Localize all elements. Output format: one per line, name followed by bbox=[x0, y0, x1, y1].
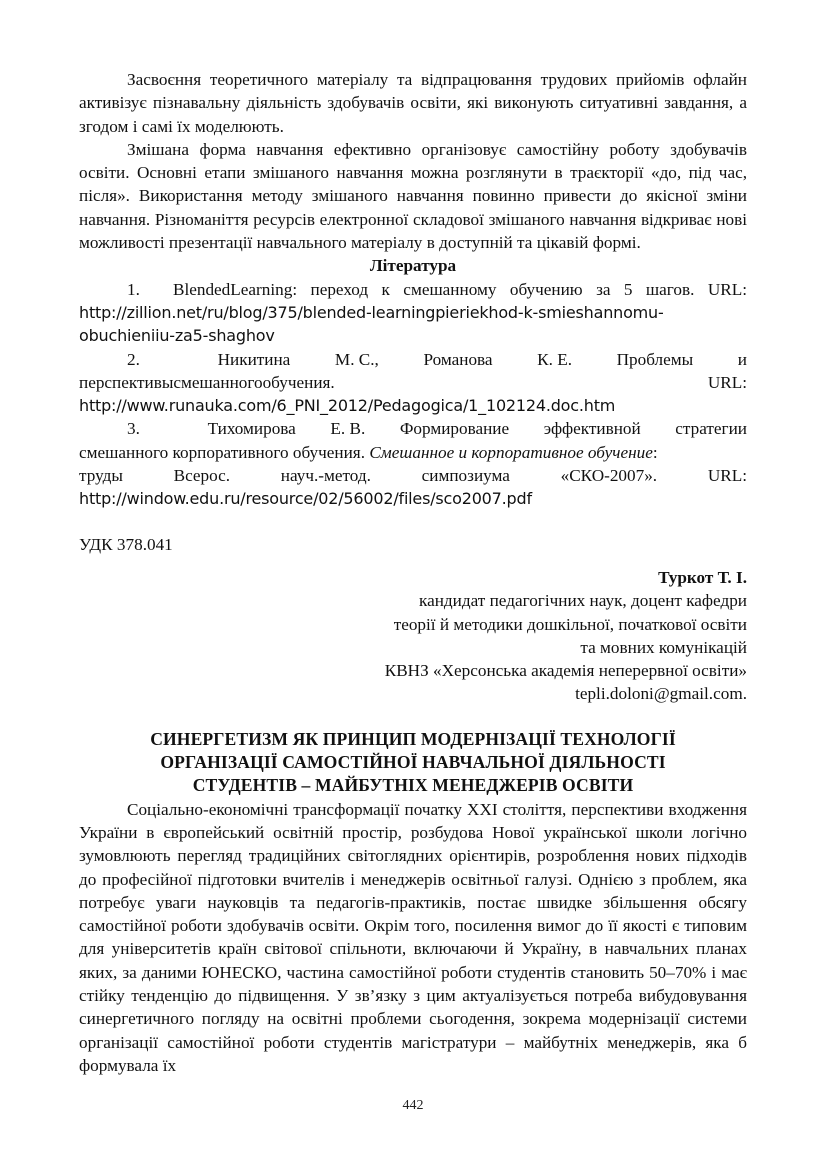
literature-item-1-url-line-1[interactable]: http://zillion.net/ru/blog/375/blended-learningpieriekhod-k-smieshannomu- bbox=[79, 302, 664, 322]
author-email[interactable]: tepli.doloni@gmail.com. bbox=[575, 684, 747, 704]
literature-item-3-number: 3. bbox=[127, 419, 140, 439]
literature-item-2-url-label: URL: bbox=[707, 372, 747, 392]
literature-item-3-line-2-plain: смешанного корпоративного обучения. bbox=[79, 442, 370, 462]
literature-item-2-title: перспективысмешанногообучения. bbox=[79, 372, 335, 392]
literature-item-3-line-3-word-3: науч.-метод. bbox=[280, 466, 371, 486]
literature-item-1-number: 1. bbox=[127, 279, 140, 299]
literature-item-2-author-2: Романова bbox=[423, 349, 493, 369]
author-affiliation-3: та мовних комунікацій bbox=[580, 637, 747, 657]
literature-item-3-line-3-word-4: симпозиума bbox=[421, 466, 510, 486]
article-title-line-1: СИНЕРГЕТИЗМ ЯК ПРИНЦИП МОДЕРНІЗАЦІЇ ТЕХНОЛОГІЇ bbox=[150, 728, 676, 749]
literature-item-2-author-1: Никитина bbox=[217, 349, 291, 369]
literature-item-3-url[interactable]: http://window.edu.ru/resource/02/56002/files/sco2007.pdf bbox=[79, 489, 532, 509]
literature-item-3-word-1: Тихомирова bbox=[207, 419, 296, 439]
intro-paragraph-2: Змішана форма навчання ефективно організовує самостійну роботу здобувачів освіти. Основні етапи змішаного навчання можна розглянути в траєкторії «до, під час, після». Використання методу змішаного навчання повинно привести до якісної зміни навчання. Різноманіття ресурсів електронної складової змішаного навчання відкриває нові можливості презентації навчального матеріалу в доступній та цікавій формі. bbox=[79, 139, 747, 253]
author-affiliation-2: теорії й методики дошкільної, початкової освіти bbox=[393, 614, 747, 634]
literature-item-2 bbox=[79, 348, 747, 418]
literature-item-3-word-5: стратегии bbox=[675, 419, 747, 439]
literature-item-1 bbox=[79, 278, 747, 348]
literature-item-3-word-2: Е. В. bbox=[330, 419, 366, 439]
literature-item-3-line-2-end: : bbox=[652, 442, 658, 462]
body-paragraph: Соціально-економічні трансформації початку XXI століття, перспективи входження України в європейський освітній простір, розбудова Нової української школи логічно зумовлюють перегляд традиційних світоглядних орієнтирів, розроблення нових підходів до професійної підготовки вчителів і менеджерів освітньої галузі. Однією з проблем, яка потребує уваги науковців та педагогів-практиків, постає швидке збільшення обсягу самостійної роботи здобувачів освіти. Окрім того, посилення вимог до її якості є типовим для університетів країн світової спільноти, включаючи й Україну, в навчальних планах яких, за даними ЮНЕСКО, частина самостійної роботи студентів становить 50–70% і має стійку тенденцію до підвищення. У зв’язку з цим актуалізується потреба вибудовування синергетичного погляду на освітні проблеми сьогодення, зокрема модернізації системи організації самостійної роботи студентів магістратури – майбутніх менеджерів, яка б формувала їх bbox=[79, 799, 747, 1075]
page-number: 442 bbox=[402, 1098, 424, 1113]
author-affiliation-1: кандидат педагогічних наук, доцент кафедри bbox=[419, 591, 747, 611]
article-title-line-3: СТУДЕНТІВ – МАЙБУТНІХ МЕНЕДЖЕРІВ ОСВІТИ bbox=[192, 775, 634, 796]
literature-item-2-conj: и bbox=[737, 349, 747, 369]
author-affiliation-4: КВНЗ «Херсонська академія неперервної освіти» bbox=[384, 661, 747, 681]
literature-item-3-word-3: Формирование bbox=[399, 419, 510, 439]
article-title-line-2: ОРГАНІЗАЦІЇ САМОСТІЙНОЇ НАВЧАЛЬНОЇ ДІЯЛЬНОСТІ bbox=[160, 752, 666, 773]
literature-list bbox=[79, 278, 747, 511]
literature-item-3-line-3-word-2: Всерос. bbox=[173, 466, 231, 486]
literature-item-3-line-3-word-1: труды bbox=[79, 466, 123, 486]
literature-item-1-url-line-2[interactable]: obuchieniiu-za5-shaghov bbox=[79, 326, 275, 346]
literature-item-2-title-word: Проблемы bbox=[616, 349, 694, 369]
intro-paragraph-1: Засвоєння теоретичного матеріалу та відпрацювання трудових прийомів офлайн активізує пізнавальну діяльність здобувачів освіти, які виконують ситуативні завдання, а згодом і самі їх моделюють. bbox=[79, 70, 747, 136]
literature-item-2-initials-1: М. С., bbox=[334, 349, 379, 369]
literature-item-3 bbox=[79, 417, 747, 510]
udc-code: УДК 378.041 bbox=[79, 534, 173, 554]
literature-item-2-number: 2. bbox=[127, 349, 140, 369]
literature-item-2-url[interactable]: http://www.runauka.com/6_PNI_2012/Pedagogica/1_102124.doc.htm bbox=[79, 396, 616, 416]
literature-item-1-text: BlendedLearning: переход к смешанному обучению за 5 шагов. URL: bbox=[173, 279, 747, 299]
document-page bbox=[79, 68, 747, 1077]
literature-item-2-initials-2: К. Е. bbox=[537, 349, 573, 369]
literature-item-3-line-2 bbox=[79, 441, 747, 464]
author-name: Туркот Т. І. bbox=[658, 567, 747, 587]
literature-item-3-line-2-italic: Смешанное и корпоративное обучение bbox=[369, 442, 653, 462]
literature-item-3-line-3-word-5: «СКО-2007». bbox=[560, 466, 658, 486]
literature-heading: Література bbox=[369, 256, 457, 276]
literature-item-3-line-3-word-6: URL: bbox=[707, 466, 747, 486]
literature-item-3-word-4: эффективной bbox=[543, 419, 641, 439]
